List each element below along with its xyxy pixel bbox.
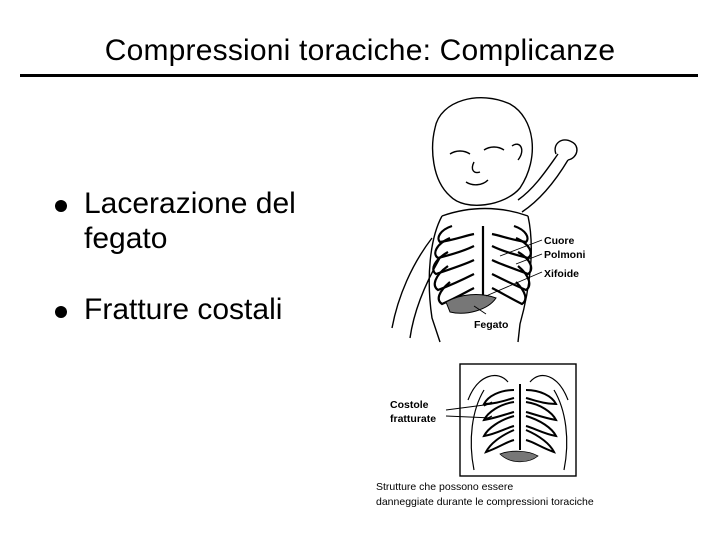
bullet-list xyxy=(52,186,352,327)
slide-title: Compressioni toraciche: Complicanze xyxy=(104,34,616,67)
label-xiphoid: Xifoide xyxy=(544,268,580,280)
bullet-item-liver xyxy=(52,186,352,256)
bullet-item-ribs xyxy=(52,292,352,327)
label-broken-ribs-line2: fratturate xyxy=(390,413,437,425)
infant-anatomy-illustration xyxy=(370,88,595,343)
label-broken-ribs-line1: Costole xyxy=(390,399,429,411)
bullet-text: Fratture costali xyxy=(84,293,283,326)
bullet-dot-icon xyxy=(55,200,67,212)
label-lungs: Polmoni xyxy=(544,249,586,261)
bullet-text: Lacerazione del fegato xyxy=(84,187,296,255)
bullet-dot-icon xyxy=(55,306,67,318)
rib-fracture-illustration xyxy=(388,360,588,478)
caption-line: danneggiate durante le compressioni toraciche xyxy=(376,496,594,508)
label-liver: Fegato xyxy=(474,319,509,331)
caption-line: Strutture che possono essere xyxy=(376,481,514,493)
label-heart: Cuore xyxy=(544,235,575,247)
title-divider xyxy=(20,74,698,77)
figure-caption xyxy=(376,480,594,510)
liver-organ xyxy=(446,295,496,314)
